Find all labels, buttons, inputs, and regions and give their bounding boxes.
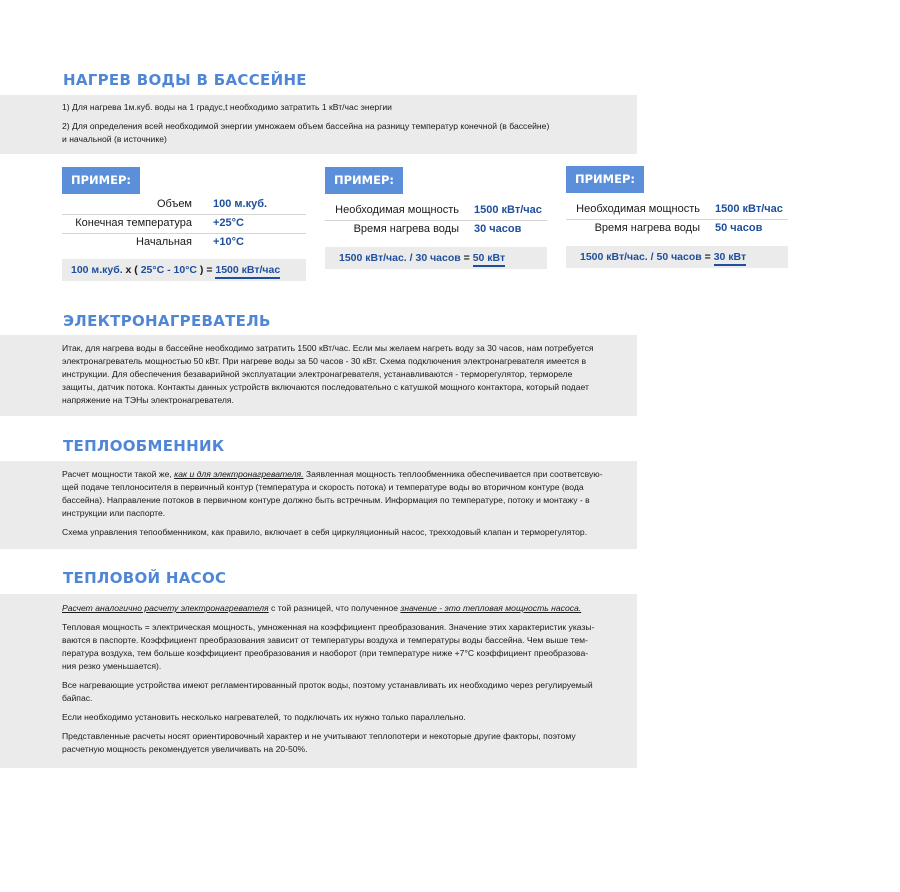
- example-3-formula: [566, 246, 788, 268]
- paragraph-line: напряжение на ТЭНы электронагревателя.: [62, 395, 234, 405]
- formula-result: 30 кВт: [714, 251, 746, 266]
- section-title-heat-pump: ТЕПЛОВОЙ НАСОС: [63, 569, 227, 587]
- example-1-label-volume: Объем: [156, 198, 192, 210]
- row-divider: [62, 214, 306, 215]
- example-3-row-time: [566, 222, 700, 240]
- example-2-formula: [325, 247, 547, 269]
- paragraph-line: ния резко уменьшается).: [62, 661, 162, 671]
- text-fragment: Заявленная мощность теплообменника обеспечивается при соответсвую-: [303, 469, 603, 479]
- formula-result: 1500 кВт/час: [215, 264, 280, 279]
- example-3-badge: ПРИМЕР:: [566, 166, 644, 193]
- paragraph-line: пература воздуха, тем больше коэффициент преобразования и наоборот (при температуре ниже +7°С коэффициент преобразова-: [62, 648, 589, 658]
- formula-temp-diff: 25°С - 10°С: [140, 264, 197, 276]
- paragraph-line: Схема управления тепообменником, как правило, включает в себя циркуляционный насос, трехходовый клапан и терморегулятор.: [62, 527, 588, 537]
- example-2-label-power: Необходимая мощность: [335, 204, 459, 216]
- row-divider: [325, 220, 547, 221]
- pool-heating-info-box: [0, 95, 637, 154]
- example-2-value-power: 1500 кВт/час: [474, 204, 542, 216]
- example-2-value-time: 30 часов: [474, 223, 522, 235]
- rule-2-text-line-2: и начальной (в источнике): [62, 134, 167, 144]
- formula-equals: =: [460, 252, 473, 264]
- paragraph-line: ваются в паспорте. Коэффициент преобразования зависит от температуры воздуха и температуры воды бассейна. Чем выше тем-: [62, 635, 588, 645]
- formula-expression: 1500 кВт/час. / 30 часов: [339, 252, 461, 264]
- paragraph-line: Если необходимо установить несколько нагревателей, то подключать их нужно только параллельно.: [62, 712, 466, 722]
- paragraph-line: Итак, для нагрева воды в бассейне необходимо затратить 1500 кВт/час. Если мы желаем нагреть воду за 30 часов, нам потребуется: [62, 343, 594, 353]
- rule-2-text-line-1: 2) Для определения всей необходимой энергии умножаем объем бассейна на разницу температур конечной (в бассейне): [62, 121, 550, 131]
- paragraph-line: щей подаче теплоносителя в первичный контур (температура и скорость потока) и температуре воды во вторичном контуре (вода: [62, 482, 584, 492]
- paragraph-line: [62, 468, 637, 481]
- formula-equals: =: [701, 251, 714, 263]
- section-title-electric-heater: ЭЛЕКТРОНАГРЕВАТЕЛЬ: [63, 312, 271, 330]
- row-divider: [566, 219, 788, 220]
- example-1-value-volume: 100 м.куб.: [213, 198, 268, 210]
- text-fragment: с той разницей, что полученное: [268, 603, 401, 613]
- formula-operator: x (: [122, 264, 141, 276]
- formula-equals: ) =: [196, 264, 216, 276]
- example-1-row-initial-temp: [62, 236, 192, 254]
- example-1-value-initial-temp: +10°С: [213, 236, 245, 248]
- example-2-label-time: Время нагрева воды: [353, 223, 459, 235]
- paragraph-line: Тепловая мощность = электрическая мощность, умноженная на коэффициент преобразования. Значение этих характеристик указы-: [62, 622, 595, 632]
- example-1-badge: ПРИМЕР:: [62, 167, 140, 194]
- paragraph-line: [62, 602, 637, 615]
- example-3-value-power: 1500 кВт/час: [715, 203, 783, 215]
- text-fragment-underlined: значение - это тепловая мощность насоса.: [400, 603, 582, 613]
- example-3-label-time: Время нагрева воды: [594, 222, 700, 234]
- row-divider: [62, 233, 306, 234]
- text-fragment: Расчет мощности такой же,: [62, 469, 175, 479]
- electric-heater-info-box: [0, 335, 637, 416]
- formula-volume: 100 м.куб.: [71, 264, 123, 276]
- example-3-label-power: Необходимая мощность: [576, 203, 700, 215]
- rule-1-text: 1) Для нагрева 1м.куб. воды на 1 градус,t необходимо затратить 1 кВт/час энергии: [62, 102, 392, 112]
- section-title-pool-heating: НАГРЕВ ВОДЫ В БАССЕЙНЕ: [63, 71, 307, 89]
- heat-pump-info-box: [0, 594, 637, 768]
- formula-result: 50 кВт: [473, 252, 505, 267]
- paragraph-line: электронагреватель мощностью 50 кВт. При нагреве воды за 50 часов - 30 кВт. Схема подключения электронагревателя имеется в: [62, 356, 587, 366]
- section-title-heat-exchanger: ТЕПЛООБМЕННИК: [63, 437, 225, 455]
- example-1-label-final-temp: Конечная температура: [75, 217, 192, 229]
- example-1-formula: [62, 259, 306, 281]
- paragraph-line: байпас.: [62, 693, 93, 703]
- paragraph-line: бассейна). Направление потоков в первичном контуре должно быть встречным. Информация по температуре, потоку и монтажу - в: [62, 495, 590, 505]
- example-1-label-initial-temp: Начальная: [136, 236, 192, 248]
- text-fragment-underlined: как и для электронагревателя.: [174, 469, 304, 479]
- paragraph-line: инструкции или паспорте.: [62, 508, 166, 518]
- paragraph-line: защиты, датчик потока. Контакты данных устройств включаются последовательно с катушкой мощного контактора, который подает: [62, 382, 589, 392]
- paragraph-line: инструкции. Для обеспечения безаварийной эксплуатации электронагревателя, устанавливаются - терморегулятор, термореле: [62, 369, 573, 379]
- formula-expression: 1500 кВт/час. / 50 часов: [580, 251, 702, 263]
- text-fragment-underlined: Расчет аналогично расчету электронагревателя: [62, 603, 269, 613]
- example-2-row-time: [325, 223, 459, 241]
- example-2-badge: ПРИМЕР:: [325, 167, 403, 194]
- paragraph-line: расчетную мощность рекомендуется увеличивать на 20-50%.: [62, 744, 308, 754]
- example-1-value-final-temp: +25°С: [213, 217, 245, 229]
- paragraph-line: Представленные расчеты носят ориентировочный характер и не учитывают теплопотери и некоторые другие факторы, поэтому: [62, 731, 576, 741]
- heat-exchanger-info-box: [0, 461, 637, 549]
- example-3-value-time: 50 часов: [715, 222, 763, 234]
- paragraph-line: Все нагревающие устройства имеют регламентированный проток воды, поэтому устанавливать их необходимо через регулируемый: [62, 680, 593, 690]
